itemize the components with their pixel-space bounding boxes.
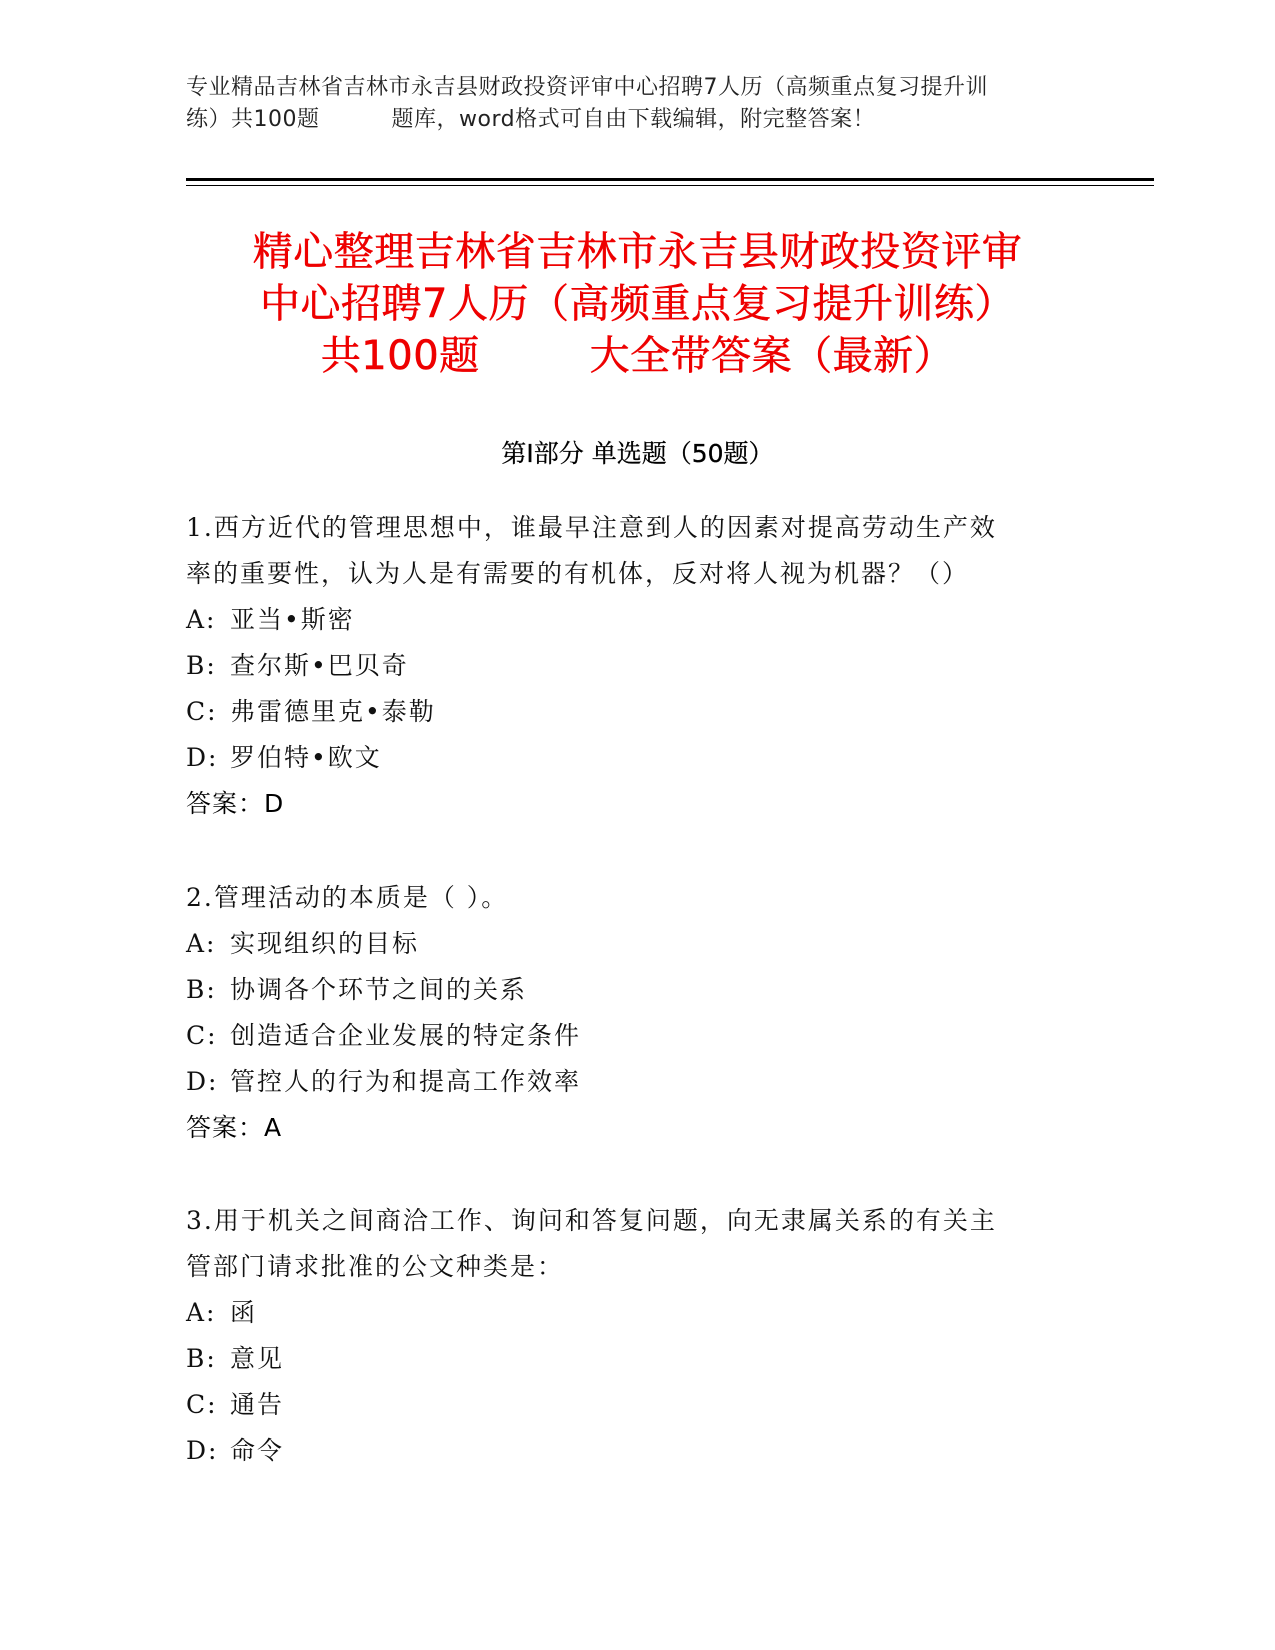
document-header [186,72,1086,136]
title-line-3 [150,330,1125,382]
document-title [150,226,1125,382]
header-line-2 [186,104,1086,136]
question-3-option-b: B: 意见 [186,1344,285,1373]
question-3 [186,1198,1086,1474]
question-1-option-b: B: 查尔斯•巴贝奇 [186,651,409,680]
title-line-2: 中心招聘7人历（高频重点复习提升训练） [260,281,1015,327]
question-1-option-a: A: 亚当•斯密 [186,605,355,634]
question-1-option-d: D: 罗伯特•欧文 [186,743,382,772]
question-1-stem-line-1: 1.西方近代的管理思想中，谁最早注意到人的因素对提高劳动生产效 [186,513,997,542]
question-3-option-c: C: 通告 [186,1390,285,1419]
question-2-option-d: D: 管控人的行为和提高工作效率 [186,1067,582,1096]
question-2-stem-line-1: 2.管理活动的本质是（ ）。 [186,883,509,912]
question-1-answer: 答案：D [186,789,285,818]
question-2-option-c: C: 创造适合企业发展的特定条件 [186,1021,582,1050]
header-rule-thin [186,185,1154,186]
question-1-stem-line-2: 率的重要性，认为人是有需要的有机体，反对将人视为机器？（） [186,559,970,588]
question-2-answer: 答案：A [186,1113,283,1142]
title-line-3-start: 共100题 [320,333,480,379]
header-line-1: 专业精品吉林省吉林市永吉县财政投资评审中心招聘7人历（高频重点复习提升训 [186,75,988,100]
section-heading: 第Ⅰ部分 单选题（50题） [501,439,774,468]
header-rule-thick [186,178,1154,181]
question-1 [186,505,1086,827]
question-2 [186,875,1086,1151]
question-3-stem-line-2: 管部门请求批准的公文种类是： [186,1252,565,1281]
header-line-2-end: 题库，word格式可自由下载编辑，附完整答案！ [391,107,876,132]
question-3-option-d: D: 命令 [186,1436,285,1465]
header-line-2-start: 练）共100题 [186,107,320,132]
question-2-option-b: B: 协调各个环节之间的关系 [186,975,528,1004]
title-line-1: 精心整理吉林省吉林市永吉县财政投资评审 [252,229,1023,275]
question-2-option-a: A: 实现组织的目标 [186,929,420,958]
question-3-stem-line-1: 3.用于机关之间商洽工作、询问和答复问题，向无隶属关系的有关主 [186,1206,997,1235]
question-1-option-c: C: 弗雷德里克•泰勒 [186,697,436,726]
title-line-3-end: 大全带答案（最新） [589,333,955,379]
question-3-option-a: A: 函 [186,1298,258,1327]
